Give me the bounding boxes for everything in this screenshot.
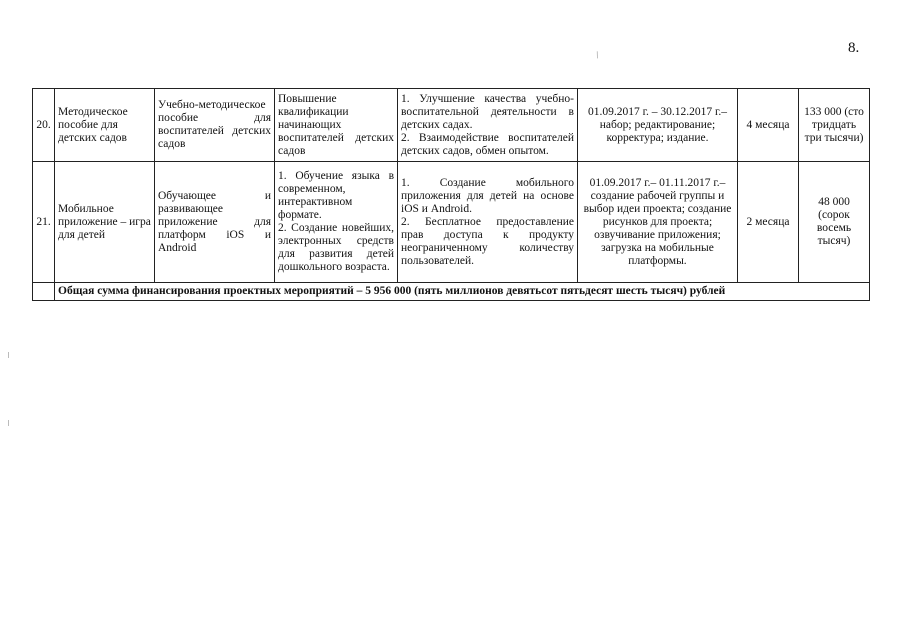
project-timeline: 01.09.2017 г. – 30.12.2017 г.– набор; редактирование; корректура; издание.: [578, 89, 738, 162]
table-row: [33, 162, 870, 283]
project-goal: 1. Обучение языка в современном, интерактивном формате. 2. Создание новейших, электронных средств для развития детей дошкольного возраста.: [275, 162, 398, 283]
row-number: 21.: [33, 162, 55, 283]
project-results: 1. Улучшение качества учебно-воспитательной деятельности в детских садах. 2. Взаимодействие воспитателей детских садов, обмен опытом.: [398, 89, 578, 162]
scan-mark: /: [594, 49, 601, 62]
project-timeline: 01.09.2017 г.– 01.11.2017 г.– создание рабочей группы и выбор идеи проекта; создание рисунков для проекта; озвучивание приложения; загрузка на мобильные платформы.: [578, 162, 738, 283]
total-funding: Общая сумма финансирования проектных мероприятий – 5 956 000 (пять миллионов девятьсот пятьдесят шесть тысяч) рублей: [55, 283, 870, 301]
total-row-number: [33, 283, 55, 301]
project-product: Обучающее и развивающее приложение для платформ iOS и Android: [155, 162, 275, 283]
project-cost: 133 000 (сто тридцать три тысячи): [799, 89, 870, 162]
row-number: 20.: [33, 89, 55, 162]
scan-fleck: [8, 352, 9, 358]
project-name: Мобильное приложение – игра для детей: [55, 162, 155, 283]
project-results: 1. Создание мобильного приложения для детей на основе iOS и Android. 2. Бесплатное предоставление прав доступа к продукту неограниченному количеству пользователей.: [398, 162, 578, 283]
total-row: [33, 283, 870, 301]
project-duration: 4 месяца: [738, 89, 799, 162]
project-goal: Повышение квалификации начинающих воспитателей детских садов: [275, 89, 398, 162]
project-cost: 48 000 (сорок восемь тысяч): [799, 162, 870, 283]
scan-fleck: [8, 420, 9, 426]
project-name: Методическое пособие для детских садов: [55, 89, 155, 162]
project-table: [32, 88, 870, 301]
page-number: 8.: [848, 40, 860, 56]
table-row: [33, 89, 870, 162]
project-product: Учебно-методическое пособие для воспитателей детских садов: [155, 89, 275, 162]
project-duration: 2 месяца: [738, 162, 799, 283]
